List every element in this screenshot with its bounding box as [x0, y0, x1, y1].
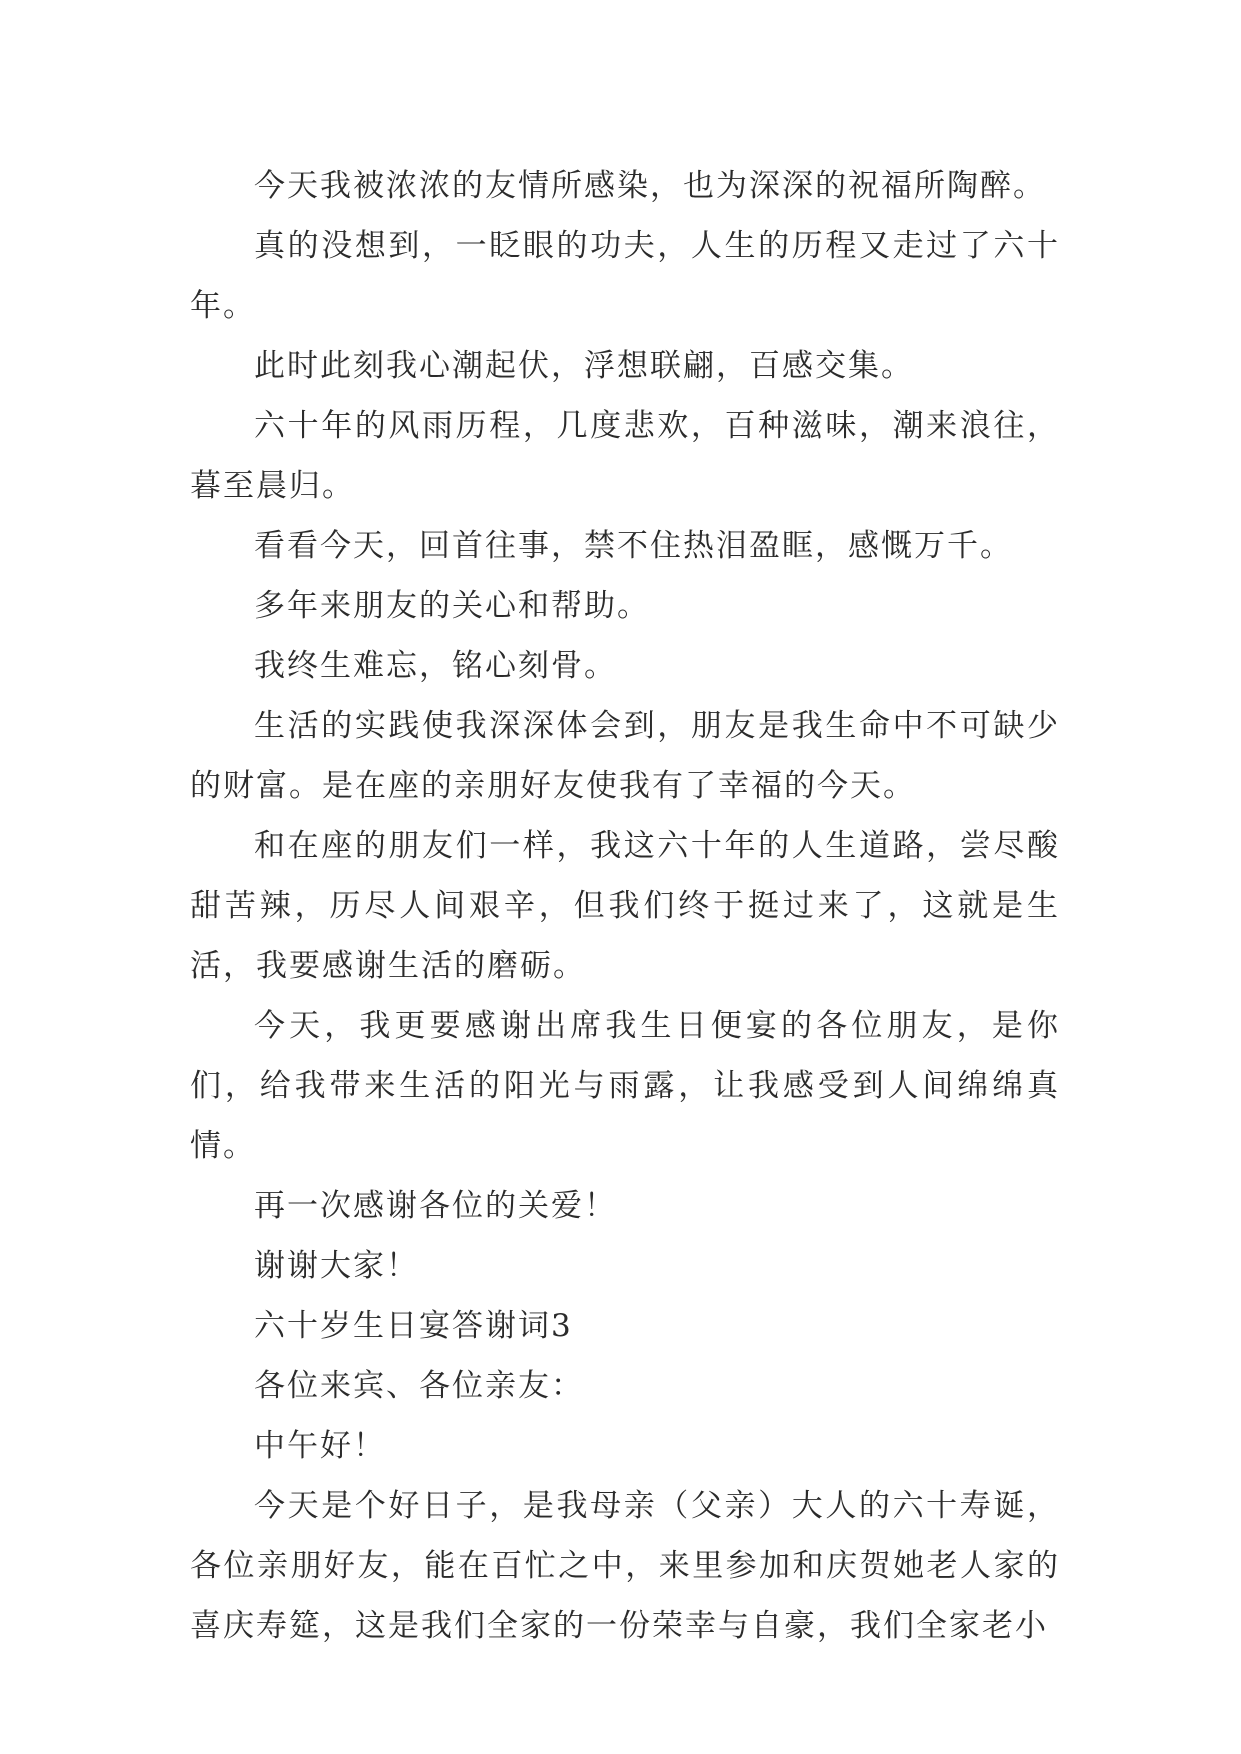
document-body [190, 156, 1060, 1656]
paragraph: 再一次感谢各位的关爱！ [254, 1188, 617, 1224]
paragraph: 今天，我更要感谢出席我生日便宴的各位朋友，是你们，给我带来生活的阳光与雨露，让我感受到人间绵绵真情。 [190, 1008, 1060, 1164]
paragraph: 和在座的朋友们一样，我这六十年的人生道路，尝尽酸甜苦辣，历尽人间艰辛，但我们终于挺过来了，这就是生活，我要感谢生活的磨砺。 [190, 828, 1060, 984]
paragraph: 六十年的风雨历程，几度悲欢，百种滋味，潮来浪往，暮至晨归。 [190, 408, 1060, 504]
greeting: 中午好！ [254, 1428, 386, 1464]
paragraph: 我终生难忘，铭心刻骨。 [254, 648, 617, 684]
paragraph: 看看今天，回首往事，禁不住热泪盈眶，感慨万千。 [254, 528, 1013, 564]
paragraph: 今天我被浓浓的友情所感染，也为深深的祝福所陶醉。 [254, 168, 1046, 204]
paragraph: 真的没想到，一眨眼的功夫，人生的历程又走过了六十年。 [190, 228, 1060, 324]
paragraph: 此时此刻我心潮起伏，浮想联翩，百感交集。 [254, 348, 914, 384]
salutation: 各位来宾、各位亲友： [254, 1368, 584, 1404]
paragraph: 多年来朋友的关心和帮助。 [254, 588, 650, 624]
paragraph: 谢谢大家！ [254, 1248, 419, 1284]
paragraph: 今天是个好日子，是我母亲（父亲）大人的六十寿诞，各位亲朋好友，能在百忙之中，来里参加和庆贺她老人家的喜庆寿筵，这是我们全家的一份荣幸与自豪，我们全家老小 [190, 1488, 1060, 1644]
section-heading: 六十岁生日宴答谢词3 [254, 1308, 573, 1344]
paragraph: 生活的实践使我深深体会到，朋友是我生命中不可缺少的财富。是在座的亲朋好友使我有了幸福的今天。 [190, 708, 1060, 804]
